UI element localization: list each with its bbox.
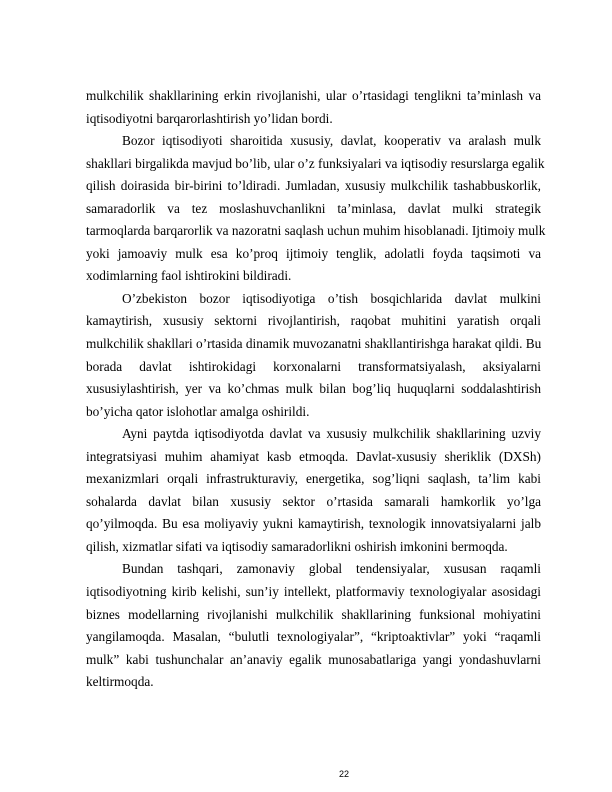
text-line: Bundan tashqari, zamonaviy global tendensiyalar, xususan raqamli xyxy=(122,561,541,577)
text-line: integratsiyasi muhim ahamiyat kasb etmoqda. Davlat-xususiy sheriklik (DXSh) xyxy=(86,448,541,464)
paragraph xyxy=(86,558,541,693)
text-line: xodimlarning faol ishtirokini bildiradi. xyxy=(86,268,292,284)
text-line: Bozor iqtisodiyoti sharoitida xususiy, davlat, kooperativ va aralash mulk xyxy=(122,133,541,149)
text-line: keltirmoqda. xyxy=(86,674,154,690)
text-line: tarmoqlarda barqarorlik va nazoratni saqlash uchun muhim hisoblanadi. Ijtimoiy mulk xyxy=(86,223,546,239)
text-line: yoki jamoaviy mulk esa ko’proq ijtimoiy tenglik, adolatli foyda taqsimoti va xyxy=(86,245,541,261)
paragraph xyxy=(86,423,541,558)
text-line: biznes modellarning rivojlanishi mulkchilik shakllarining funksional mohiyatini xyxy=(86,606,541,622)
text-line: iqtisodiyotning kirib kelishi, sun’iy intellekt, platformaviy texnologiyalar asosidagi xyxy=(86,584,541,600)
text-line: mulk” kabi tushunchalar an’anaviy egalik munosabatlariga yangi yondashuvlarni xyxy=(86,651,541,667)
paragraph xyxy=(86,288,541,423)
text-line: sohalarda davlat bilan xususiy sektor o’rtasida samarali hamkorlik yo’lga xyxy=(86,493,541,509)
paragraph xyxy=(86,85,541,130)
text-line: mulkchilik shakllarining erkin rivojlanishi, ular o’rtasidagi tenglikni ta’minlash va xyxy=(86,88,541,103)
text-line: xususiylashtirish, yer va ko’chmas mulk bilan bog’liq huquqlarni soddalashtirish xyxy=(86,381,541,397)
text-line: kamaytirish, xususiy sektorni rivojlantirish, raqobat muhitini yaratish orqali xyxy=(86,313,541,329)
text-line: iqtisodiyotni barqarorlashtirish yo’lidan bordi. xyxy=(86,110,333,126)
document-body xyxy=(86,85,546,694)
text-line: yangilamoqda. Masalan, “bulutli texnologiyalar”, “kriptoaktivlar” yoki “raqamli xyxy=(86,629,541,645)
text-line: mexanizmlari orqali infrastrukturaviy, energetika, sog’liqni saqlash, ta’lim kabi xyxy=(86,471,541,487)
text-line: qo’yilmoqda. Bu esa moliyaviy yukni kamaytirish, texnologik innovatsiyalarni jalb xyxy=(86,516,541,532)
text-line: samaradorlik va tez moslashuvchanlikni ta’minlasa, davlat mulki strategik xyxy=(86,200,541,216)
text-line: O’zbekiston bozor iqtisodiyotiga o’tish bosqichlarida davlat mulkini xyxy=(122,290,541,306)
text-line: shakllari birgalikda mavjud bo’lib, ular o’z funksiyalari va iqtisodiy resurslarga egalik xyxy=(86,155,545,171)
page-number: 22 xyxy=(339,769,350,779)
paragraph xyxy=(86,130,546,288)
text-line: Ayni paytda iqtisodiyotda davlat va xususiy mulkchilik shakllarining uzviy xyxy=(122,426,541,442)
text-line: qilish doirasida bir-birini to’ldiradi. Jumladan, xususiy mulkchilik tashabbuskorlik, xyxy=(86,178,541,194)
text-line: qilish, xizmatlar sifati va iqtisodiy samaradorlikni oshirish imkonini bermoqda. xyxy=(86,538,508,554)
text-line: borada davlat ishtirokidagi korxonalarni transformatsiyalash, aksiyalarni xyxy=(86,358,541,374)
text-line: bo’yicha qator islohotlar amalga oshirildi. xyxy=(86,403,310,419)
text-line: mulkchilik shakllari o’rtasida dinamik muvozanatni shakllantirishga harakat qildi. Bu xyxy=(86,336,542,352)
